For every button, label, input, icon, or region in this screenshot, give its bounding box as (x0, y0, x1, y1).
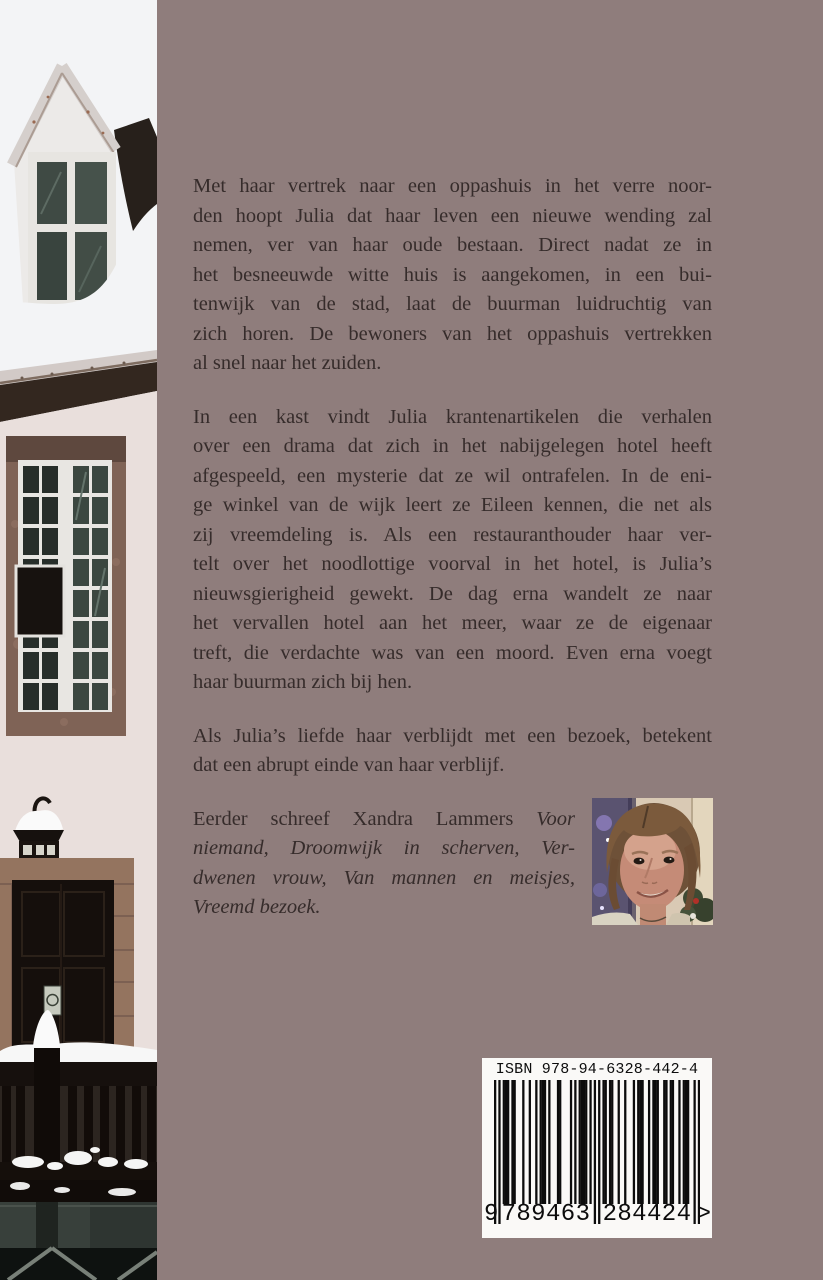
barcode-group2: 284424 (602, 1201, 692, 1228)
author-portrait-illustration (592, 798, 713, 925)
isbn-barcode (482, 1058, 712, 1238)
text-line: over een drama dat zich in het nabijgelegen hotel heeft (193, 435, 712, 457)
text-line: Eerder schreef Xandra Lammers Voor (193, 807, 575, 830)
text-line: Als Julia’s liefde haar verblijdt met een bezoek, betekent (193, 724, 712, 747)
text-line: het besneeuwde witte huis is aangekomen, in een bui- (193, 263, 712, 286)
text-line: haar buurman zich bij hen. (193, 671, 413, 693)
text-line: niemand, Droomwijk in scherven, Ver- (193, 837, 575, 859)
blurb-paragraph (193, 172, 712, 379)
text-line: treft, die verdachte was van een moord. Even erna voegt (193, 641, 712, 664)
text-line: dwenen vrouw, Van mannen en meisjes, (193, 866, 575, 889)
text-line: Vreemd bezoek. (193, 896, 321, 918)
text-line: tenwijk van de stad, laat de buurman luidruchtig van (193, 293, 712, 315)
text-line: telt over het noodlottige voorval in het hotel, is Julia’s (193, 553, 712, 575)
blurb-paragraph (193, 722, 712, 781)
text-line: den hoopt Julia dat haar leven een nieuwe wending zal (193, 204, 712, 227)
text-line: nemen, ver van haar oude bestaan. Direct nadat ze in (193, 234, 712, 256)
blurb-paragraph (193, 403, 712, 698)
text-line: afgespeeld, een mysterie dat ze wil ontrafelen. In de eni- (193, 464, 712, 487)
blurb-paragraph (193, 805, 575, 923)
text-line: ge winkel van de wijk leert ze Eileen kennen, die net als (193, 494, 712, 516)
house-illustration (0, 0, 157, 1280)
text-line: het vervallen hotel aan het meer, waar ze de eigenaar (193, 612, 712, 634)
barcode-group1: 789463 (501, 1201, 591, 1228)
barcode-lead-digit: 9 (484, 1201, 499, 1228)
text-line: al snel naar het zuiden. (193, 352, 382, 374)
cover-photo-snowy-house (0, 0, 157, 1280)
author-photo (592, 798, 713, 925)
isbn-label: ISBN 978-94-6328-442-4 (495, 1061, 699, 1078)
text-line: nieuwsgierigheid gewekt. De dag erna wandelt ze naar (193, 582, 712, 605)
text-line: zij vreemdeling is. Als een restauranthouder haar ver- (193, 523, 712, 546)
text-line: zich horen. De bewoners van het oppashuis vertrekken (193, 322, 712, 345)
barcode-trailing-symbol: > (696, 1201, 712, 1228)
text-line: Met haar vertrek naar een oppashuis in het verre noor- (193, 175, 712, 197)
text-line: In een kast vindt Julia krantenartikelen die verhalen (193, 405, 712, 428)
text-line: dat een abrupt einde van haar verblijf. (193, 754, 505, 776)
barcode-digits (482, 1201, 712, 1235)
